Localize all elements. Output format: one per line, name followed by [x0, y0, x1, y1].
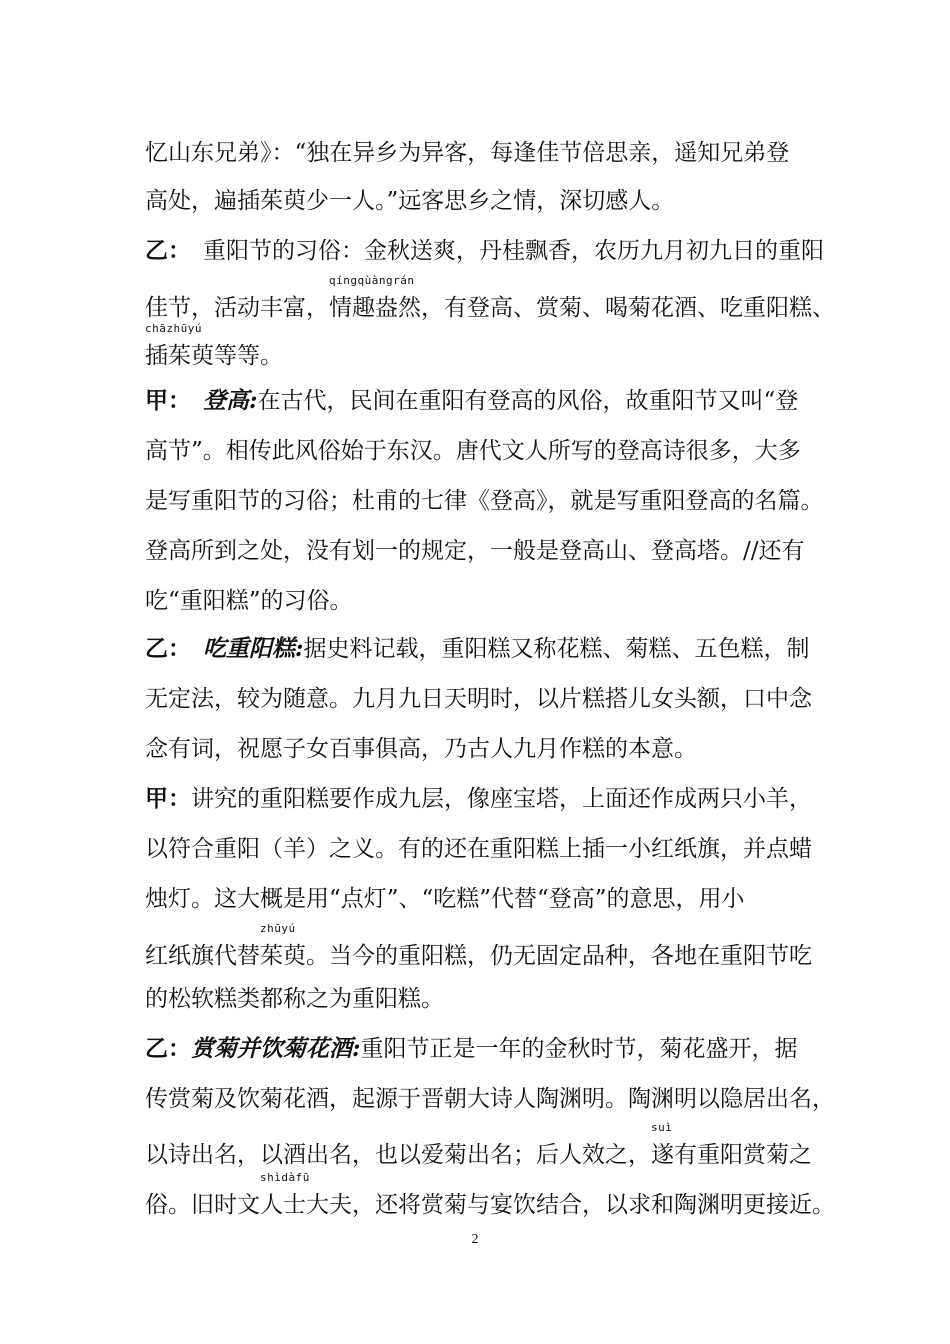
text-line [145, 1084, 835, 1114]
text-line [145, 884, 745, 914]
text-line [145, 1171, 835, 1220]
line-text: 重阳节的习俗：金秋送爽，丹桂飘香，农历九月初九日的重阳 [203, 238, 824, 264]
text-line [145, 586, 353, 616]
ruby-annotated-word [651, 1121, 674, 1170]
text-line [145, 834, 812, 864]
ruby-annotated-word [329, 274, 421, 323]
line-text: 高节”。相传此风俗始于东汉。唐代文人所写的登高诗很多，大多 [145, 438, 801, 464]
line-text: 无定法，较为随意。九月九日天明时，以片糕搭儿女头额，口中念 [145, 686, 812, 712]
line-text: 有重阳赏菊之 [674, 1142, 812, 1168]
section-heading: 登高: [203, 387, 258, 414]
text-line [145, 236, 824, 266]
page-number: 2 [471, 1232, 479, 1247]
text-line [145, 784, 812, 814]
text-line [145, 322, 283, 371]
section-heading: 吃重阳糕: [203, 635, 304, 662]
line-text: 烛灯。这大概是用“点灯”、“吃糕”代替“登高”的意思，用小 [145, 886, 745, 912]
text-line [145, 138, 789, 168]
speaker-label: 乙： [145, 1036, 191, 1062]
text-line [145, 436, 801, 466]
line-text: 高处，遍插茱萸少一人。”远客思乡之情，深切感人。 [145, 188, 675, 214]
line-text: ，有登高、赏菊、喝菊花酒、吃重阳糕、 [421, 295, 835, 321]
line-text: 是写重阳节的习俗；杜甫的七律《登高》，就是写重阳登高的名篇。 [145, 488, 824, 514]
text-line [145, 634, 810, 664]
section-heading: 赏菊并饮菊花酒: [191, 1035, 361, 1062]
ruby-base: 插茱萸 [145, 343, 214, 369]
line-text: 登高所到之处，没有划一的规定，一般是登高山、登高塔。//还有 [145, 538, 805, 564]
text-line [145, 1034, 798, 1064]
ruby-annotated-word [260, 1171, 352, 1220]
line-text: 以诗出名，以酒出名，也以爱菊出名；后人效之， [145, 1142, 651, 1168]
line-text: 。当今的重阳糕，仍无固定品种，各地在重阳节吃 [306, 943, 812, 969]
pinyin-annotation: shìdàfū [260, 1171, 310, 1184]
ruby-base: 情趣盎然 [329, 295, 421, 321]
text-line [145, 984, 444, 1014]
line-text: 讲究的重阳糕要作成九层，像座宝塔，上面还作成两只小羊， [191, 786, 812, 812]
line-text: 传赏菊及饮菊花酒，起源于晋朝大诗人陶渊明。陶渊明以隐居出名， [145, 1086, 835, 1112]
text-line [145, 486, 824, 516]
line-text: 念有词，祝愿子女百事俱高，乃古人九月作糕的本意。 [145, 736, 697, 762]
line-text: 据史料记载，重阳糕又称花糕、菊糕、五色糕，制 [303, 636, 810, 662]
speaker-label: 乙： [145, 238, 191, 264]
line-text: 佳节，活动丰富， [145, 295, 329, 321]
line-text: 重阳节正是一年的金秋时节，菊花盛开，据 [360, 1036, 798, 1062]
speaker-label: 乙： [145, 636, 191, 662]
line-text: 的松软糕类都称之为重阳糕。 [145, 986, 444, 1012]
text-line [145, 536, 805, 566]
text-line [145, 186, 674, 216]
pinyin-annotation: zhūyú [260, 922, 296, 935]
line-text: 吃“重阳糕”的习俗。 [145, 588, 353, 614]
text-line [145, 1121, 812, 1170]
speaker-label: 甲： [145, 786, 191, 812]
line-text: 忆山东兄弟》：“独在异乡为异客，每逢佳节倍思亲，遥知兄弟登 [145, 140, 790, 166]
ruby-base: 人士大夫 [260, 1192, 352, 1218]
speaker-label: 甲： [145, 388, 191, 414]
line-text: 等等。 [214, 343, 283, 369]
pinyin-annotation: chāzhūyú [145, 322, 202, 335]
ruby-annotated-word [260, 922, 306, 971]
line-text: ，还将赏菊与宴饮结合，以求和陶渊明更接近。 [352, 1192, 835, 1218]
pinyin-annotation: suì [651, 1121, 673, 1134]
text-line [145, 922, 812, 971]
ruby-annotated-word [145, 322, 214, 371]
pinyin-annotation: qíngqùàngrán [329, 274, 415, 287]
text-line [145, 274, 835, 323]
line-text: 红纸旗代替 [145, 943, 260, 969]
line-text: 俗。旧时文 [145, 1192, 260, 1218]
text-line [145, 684, 812, 714]
line-text: 以符合重阳（羊）之义。有的还在重阳糕上插一小红纸旗，并点蜡 [145, 836, 812, 862]
text-line [145, 386, 798, 416]
ruby-base: 茱萸 [260, 943, 306, 969]
text-line [145, 734, 697, 764]
line-text: 在古代，民间在重阳有登高的风俗，故重阳节又叫“登 [257, 388, 799, 414]
ruby-base: 遂 [651, 1142, 674, 1168]
